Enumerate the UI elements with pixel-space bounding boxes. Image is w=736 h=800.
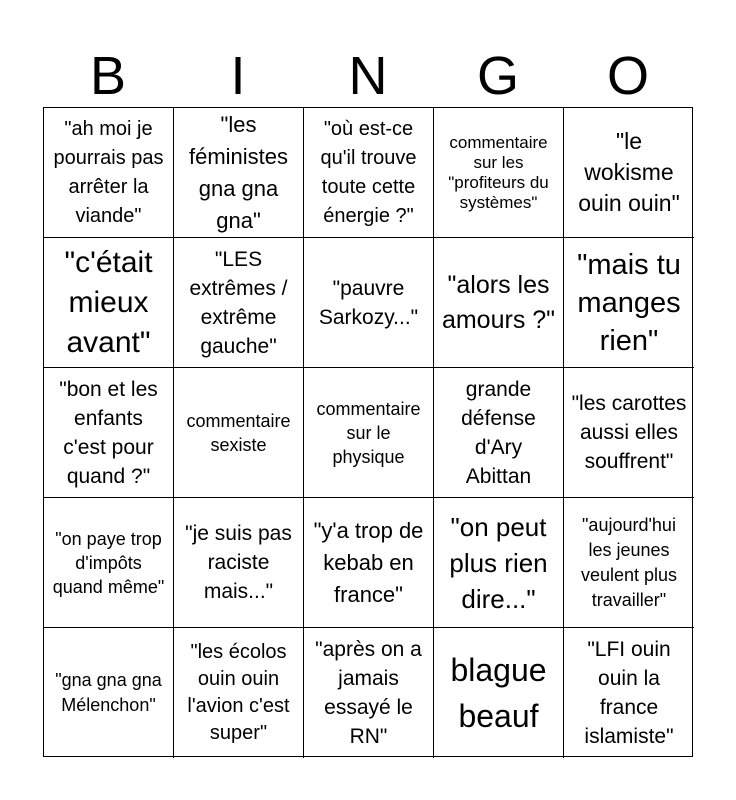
title-letter-o: O xyxy=(606,46,649,106)
bingo-cell xyxy=(564,108,694,238)
cell-text: "on paye trop d'impôts quand même" xyxy=(52,528,165,597)
cell-text: "alors les amours ?" xyxy=(441,270,556,334)
bingo-cell xyxy=(304,238,434,368)
title-letter-i: I xyxy=(230,46,246,106)
bingo-cell xyxy=(44,498,174,628)
bingo-cell xyxy=(434,108,564,238)
cell-text: "LFI ouin ouin la france islamiste" xyxy=(584,638,674,748)
bingo-cell xyxy=(434,238,564,368)
cell-text: "les féministes gna gna gna" xyxy=(188,111,289,233)
bingo-cell xyxy=(304,368,434,498)
bingo-title xyxy=(43,46,693,106)
title-letter-g: G xyxy=(476,46,519,106)
title-letter-b: B xyxy=(89,46,127,106)
cell-text: grande défense d'Ary Abittan xyxy=(461,377,536,488)
cell-text: "gna gna gna Mélenchon" xyxy=(55,670,162,715)
bingo-cell xyxy=(564,238,694,368)
cell-text: "je suis pas raciste mais..." xyxy=(185,522,292,603)
bingo-cell xyxy=(564,368,694,498)
cell-text: commentaire sur le physique xyxy=(316,398,421,467)
bingo-cell xyxy=(174,368,304,498)
cell-text: "bon et les enfants c'est pour quand ?" xyxy=(59,377,158,488)
cell-text: "où est-ce qu'il trouve toute cette énergie ?" xyxy=(320,117,417,227)
cell-text: "après on a jamais essayé le RN" xyxy=(315,638,422,748)
bingo-cell xyxy=(304,498,434,628)
cell-text: "on peut plus rien dire..." xyxy=(449,511,548,614)
cell-text: "pauvre Sarkozy..." xyxy=(318,276,419,329)
cell-text: "les carottes aussi elles souffrent" xyxy=(571,392,687,473)
bingo-cell xyxy=(44,628,174,758)
cell-text: commentaire sur les "profiteurs du systèmes" xyxy=(448,132,549,212)
cell-text: "les écolos ouin ouin l'avion c'est super" xyxy=(187,641,290,744)
title-letter-n: N xyxy=(348,46,388,106)
bingo-cell xyxy=(434,628,564,758)
bingo-cell xyxy=(434,498,564,628)
bingo-cell xyxy=(174,238,304,368)
cell-text: "aujourd'hui les jeunes veulent plus travailler" xyxy=(580,514,678,610)
bingo-cell xyxy=(304,108,434,238)
cell-text: "le wokisme ouin ouin" xyxy=(578,128,680,216)
bingo-cell xyxy=(564,498,694,628)
bingo-cell xyxy=(434,368,564,498)
bingo-cell xyxy=(44,108,174,238)
bingo-cell xyxy=(564,628,694,758)
bingo-cell xyxy=(174,628,304,758)
cell-text: "c'était mieux avant" xyxy=(64,245,153,359)
cell-text: blague beauf xyxy=(450,652,547,734)
cell-text: "mais tu manges rien" xyxy=(577,248,681,357)
bingo-cell xyxy=(304,628,434,758)
cell-text: commentaire sexiste xyxy=(186,410,291,455)
cell-text: "LES extrêmes / extrême gauche" xyxy=(189,247,288,358)
bingo-cell xyxy=(44,238,174,368)
cell-text: "y'a trop de kebab en france" xyxy=(313,517,424,607)
bingo-cell xyxy=(174,108,304,238)
bingo-board xyxy=(43,107,693,757)
bingo-cell xyxy=(44,368,174,498)
bingo-cell xyxy=(174,498,304,628)
cell-text: "ah moi je pourrais pas arrêter la viande" xyxy=(53,117,164,227)
